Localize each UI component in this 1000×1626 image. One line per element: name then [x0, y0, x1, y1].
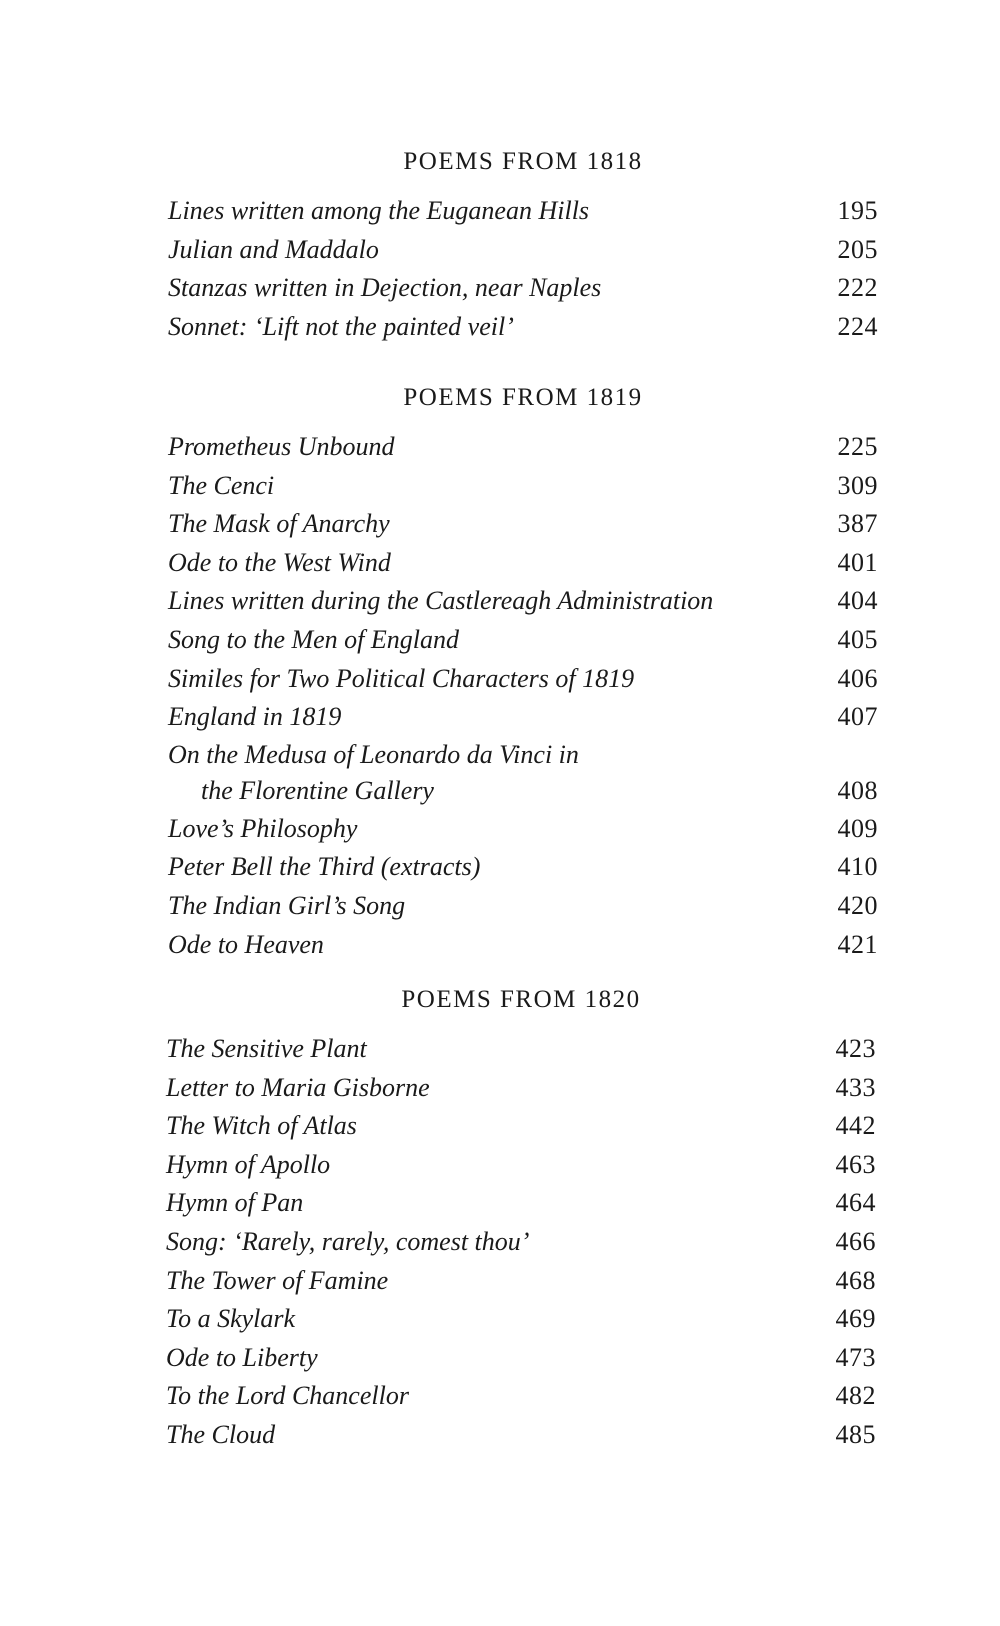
- section-heading: POEMS FROM 1818: [403, 148, 643, 175]
- toc-entry[interactable]: [168, 621, 878, 660]
- toc-entry[interactable]: [166, 1223, 876, 1262]
- entry-page-number: 401: [837, 547, 878, 577]
- entry-page-number: 485: [835, 1419, 876, 1449]
- entry-title-line-1: On the Medusa of Leonardo da Vinci in: [168, 739, 579, 769]
- entry-title: England in 1819: [168, 702, 342, 732]
- entry-page-number: 463: [835, 1149, 876, 1179]
- entry-page-number: 225: [837, 432, 878, 461]
- entry-page-number: 421: [837, 929, 878, 959]
- toc-entry[interactable]: [166, 1069, 876, 1108]
- entry-title: Song to the Men of England: [168, 624, 460, 654]
- toc-entry[interactable]: [168, 192, 878, 231]
- toc-entry[interactable]: [166, 1184, 876, 1223]
- entry-page-number: 407: [837, 702, 878, 732]
- toc-entry[interactable]: [168, 308, 878, 347]
- entry-title: Similes for Two Political Characters of 1819: [168, 663, 635, 693]
- entry-title: Letter to Maria Gisborne: [166, 1072, 430, 1102]
- entry-title: Julian and Maddalo: [168, 234, 379, 264]
- entry-title: Lines written during the Castlereagh Administration: [168, 586, 714, 616]
- toc-entry[interactable]: [166, 1146, 876, 1185]
- entry-page-number: 423: [835, 1034, 876, 1063]
- entry-page-number: 195: [837, 196, 878, 225]
- entry-page-number: 469: [835, 1304, 876, 1334]
- toc-entry[interactable]: [168, 926, 878, 965]
- toc-entry[interactable]: [166, 1030, 876, 1069]
- entry-page-number: 473: [835, 1342, 876, 1372]
- entry-title: Stanzas written in Dejection, near Naples: [168, 273, 602, 303]
- entry-page-number: 224: [837, 311, 878, 341]
- entry-title: To a Skylark: [166, 1304, 296, 1334]
- entry-title: The Mask of Anarchy: [168, 509, 390, 539]
- entry-title: The Indian Girl’s Song: [168, 890, 406, 920]
- toc-entry[interactable]: [166, 1416, 876, 1455]
- entry-title: To the Lord Chancellor: [166, 1381, 409, 1411]
- section-1818: [168, 142, 878, 346]
- toc-entry[interactable]: [168, 269, 878, 308]
- entry-title: Ode to Heaven: [168, 929, 324, 959]
- entry-page-number: 464: [835, 1188, 876, 1218]
- toc-entry[interactable]: [168, 737, 878, 810]
- entry-list: [168, 428, 878, 964]
- toc-entry[interactable]: [168, 848, 878, 887]
- toc-entry[interactable]: [168, 698, 878, 737]
- entry-page-number: 387: [837, 509, 878, 539]
- section-1820: [166, 980, 876, 1455]
- section-heading: POEMS FROM 1820: [401, 986, 641, 1013]
- entry-title: The Tower of Famine: [166, 1265, 389, 1295]
- toc-entry[interactable]: [168, 544, 878, 583]
- toc-entry[interactable]: [166, 1339, 876, 1378]
- toc-entry[interactable]: [168, 660, 878, 699]
- entry-page-number: 309: [837, 470, 878, 500]
- entry-page-number: 404: [837, 586, 878, 616]
- entry-title: Hymn of Pan: [166, 1188, 304, 1218]
- entry-title: Prometheus Unbound: [168, 432, 395, 461]
- entry-title: Lines written among the Euganean Hills: [168, 196, 590, 225]
- toc-entry[interactable]: [166, 1300, 876, 1339]
- entry-list: [168, 192, 878, 346]
- entry-title: The Cenci: [168, 470, 275, 500]
- entry-title: Song: ‘Rarely, rarely, comest thou’: [166, 1226, 530, 1256]
- entry-page-number: 409: [837, 813, 878, 843]
- entry-page-number: 406: [837, 663, 878, 693]
- toc-entry[interactable]: [166, 1107, 876, 1146]
- entry-title: Love’s Philosophy: [168, 813, 358, 843]
- entry-page-number: 466: [835, 1226, 876, 1256]
- toc-entry[interactable]: [168, 428, 878, 467]
- entry-page-number: 468: [835, 1265, 876, 1295]
- section-heading: POEMS FROM 1819: [403, 384, 643, 411]
- section-1819: [168, 378, 878, 964]
- toc-entry[interactable]: [168, 467, 878, 506]
- entry-title: The Cloud: [166, 1419, 276, 1449]
- entry-title: Ode to the West Wind: [168, 547, 391, 577]
- entry-page-number: 410: [837, 852, 878, 882]
- entry-page-number: 420: [837, 890, 878, 920]
- toc-entry[interactable]: [168, 582, 878, 621]
- entry-page-number: 433: [835, 1072, 876, 1102]
- entry-page-number: 205: [837, 234, 878, 264]
- entry-title: The Witch of Atlas: [166, 1111, 357, 1141]
- toc-entry[interactable]: [166, 1262, 876, 1301]
- entry-title: Sonnet: ‘Lift not the painted veil’: [168, 311, 514, 341]
- entry-page-number: 482: [835, 1381, 876, 1411]
- toc-entry[interactable]: [168, 231, 878, 270]
- entry-list: [166, 1030, 876, 1455]
- entry-page-number: 222: [837, 273, 878, 303]
- toc-entry[interactable]: [166, 1377, 876, 1416]
- toc-entry[interactable]: [168, 505, 878, 544]
- entry-page-number: 408: [837, 775, 878, 805]
- toc-entry[interactable]: [168, 887, 878, 926]
- entry-title: Hymn of Apollo: [166, 1149, 331, 1179]
- entry-page-number: 405: [837, 624, 878, 654]
- entry-title: The Sensitive Plant: [166, 1034, 367, 1063]
- entry-page-number: 442: [835, 1111, 876, 1141]
- toc-entry[interactable]: [168, 810, 878, 849]
- entry-title-line-2: the Florentine Gallery: [201, 775, 434, 805]
- entry-title: Peter Bell the Third (extracts): [168, 852, 481, 882]
- entry-title: Ode to Liberty: [166, 1342, 318, 1372]
